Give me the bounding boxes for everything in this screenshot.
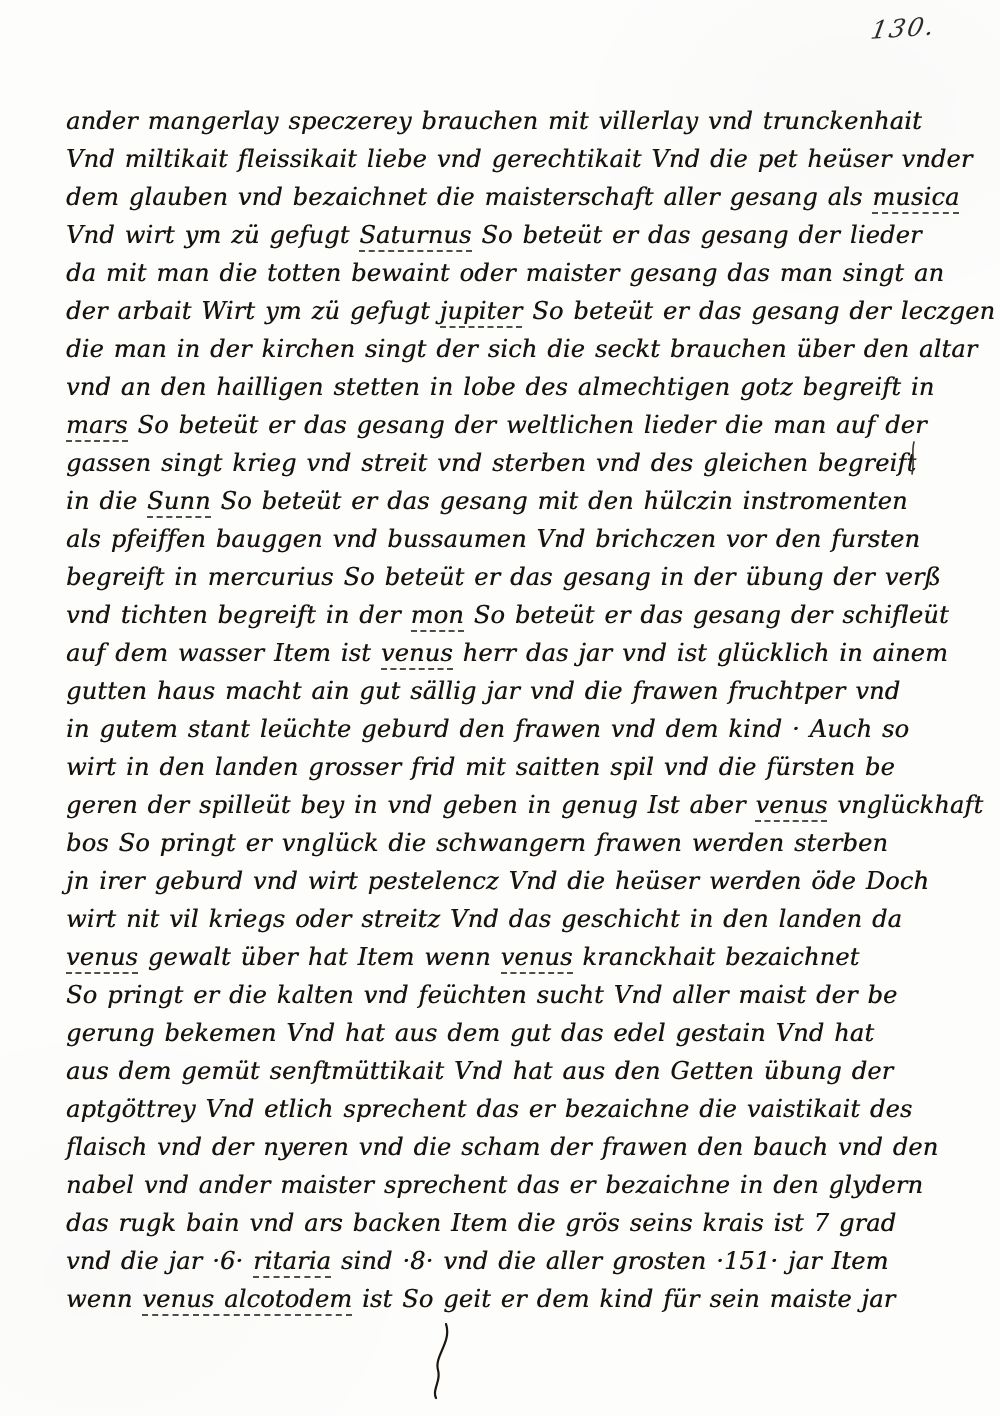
manuscript-line: wirt in den landen grosser frid mit saitten spil vnd die fürsten be [66,753,895,781]
underlined-term: venus alcotodem [142,1285,352,1316]
manuscript-line: wenn venus alcotodem ist So geit er dem kind für sein maiste jar [66,1280,946,1318]
manuscript-line: in die Sunn So beteüt er das gesang mit den hülczin instromenten [66,482,946,520]
manuscript-line: bos So pringt er vnglück die schwangern frawen werden sterben [66,829,889,857]
underlined-term: ritaria [253,1247,331,1278]
manuscript-line: das rugk bain vnd ars backen Item die grös seins krais ist 7 grad [66,1209,897,1237]
manuscript-line: Vnd miltikait fleissikait liebe vnd gerechtikait Vnd die pet heüser vnder [66,145,973,173]
underlined-term: mars [66,411,128,442]
manuscript-line: vnd die jar ·6· ritaria sind ·8· vnd die aller grosten ·151· jar Item [66,1242,946,1280]
manuscript-line: gerung bekemen Vnd hat aus dem gut das edel gestain Vnd hat [66,1019,875,1047]
underlined-term: venus [501,943,573,974]
underlined-term: Sunn [147,487,211,518]
manuscript-line: die man in der kirchen singt der sich die seckt brauchen über den altar [66,335,978,363]
underlined-term: Saturnus [359,221,471,252]
manuscript-line: dem glauben vnd bezaichnet die maisterschaft aller gesang als musica [66,178,946,216]
underlined-term: venus [66,943,138,974]
manuscript-line: venus gewalt über hat Item wenn venus kranckhait bezaichnet [66,938,946,976]
manuscript-line: als pfeiffen bauggen vnd bussaumen Vnd brichczen vor den fursten [66,525,921,553]
manuscript-line: vnd an den hailligen stetten in lobe des almechtigen gotz begreift in [66,373,935,401]
manuscript-line: geren der spilleüt bey in vnd geben in genug Ist aber venus vnglückhaft [66,786,946,824]
manuscript-line: mars So beteüt er das gesang der weltlichen lieder die man auf der [66,406,946,444]
manuscript-line: gutten haus macht ain gut sällig jar vnd die frawen fruchtper vnd [66,677,901,705]
folio-number: 130. [868,11,939,45]
manuscript-line: vnd tichten begreift in der mon So beteüt er das gesang der schifleüt [66,596,946,634]
manuscript-line: ander mangerlay speczerey brauchen mit villerlay vnd trunckenhait [66,107,922,135]
underlined-term: venus [381,639,453,670]
manuscript-line: begreift in mercurius So beteüt er das gesang in der übung der verß [66,563,941,591]
underlined-term: mon [411,601,464,632]
underlined-term: musica [872,183,959,214]
underlined-term: venus [755,791,827,822]
manuscript-line: aus dem gemüt senftmüttikait Vnd hat aus den Getten übung der [66,1057,894,1085]
manuscript-text [66,102,996,1318]
manuscript-line: auf dem wasser Item ist venus herr das jar vnd ist glücklich in ainem [66,634,946,672]
manuscript-line: So pringt er die kalten vnd feüchten sucht Vnd aller maist der be [66,981,898,1009]
manuscript-line: flaisch vnd der nyeren vnd die scham der frawen den bauch vnd den [66,1133,939,1161]
pen-flourish [424,1322,464,1402]
manuscript-line: jn irer geburd vnd wirt pestelencz Vnd die heüser werden öde Doch [66,867,930,895]
manuscript-line: nabel vnd ander maister sprechent das er bezaichne in den glydern [66,1171,924,1199]
manuscript-line: gassen singt krieg vnd streit vnd sterben vnd des gleichen begreift [66,449,917,477]
margin-mark [906,440,920,476]
manuscript-line: in gutem stant leüchte geburd den frawen vnd dem kind · Auch so [66,715,910,743]
manuscript-line: da mit man die totten bewaint oder maister gesang das man singt an [66,259,945,287]
underlined-term: jupiter [440,297,523,328]
manuscript-line: wirt nit vil kriegs oder streitz Vnd das geschicht in den landen da [66,905,903,933]
manuscript-line: der arbait Wirt ym zü gefugt jupiter So beteüt er das gesang der leczgen [66,292,946,330]
manuscript-line: Vnd wirt ym zü gefugt Saturnus So beteüt er das gesang der lieder [66,216,946,254]
manuscript-line: aptgöttrey Vnd etlich sprechent das er bezaichne die vaistikait des [66,1095,913,1123]
